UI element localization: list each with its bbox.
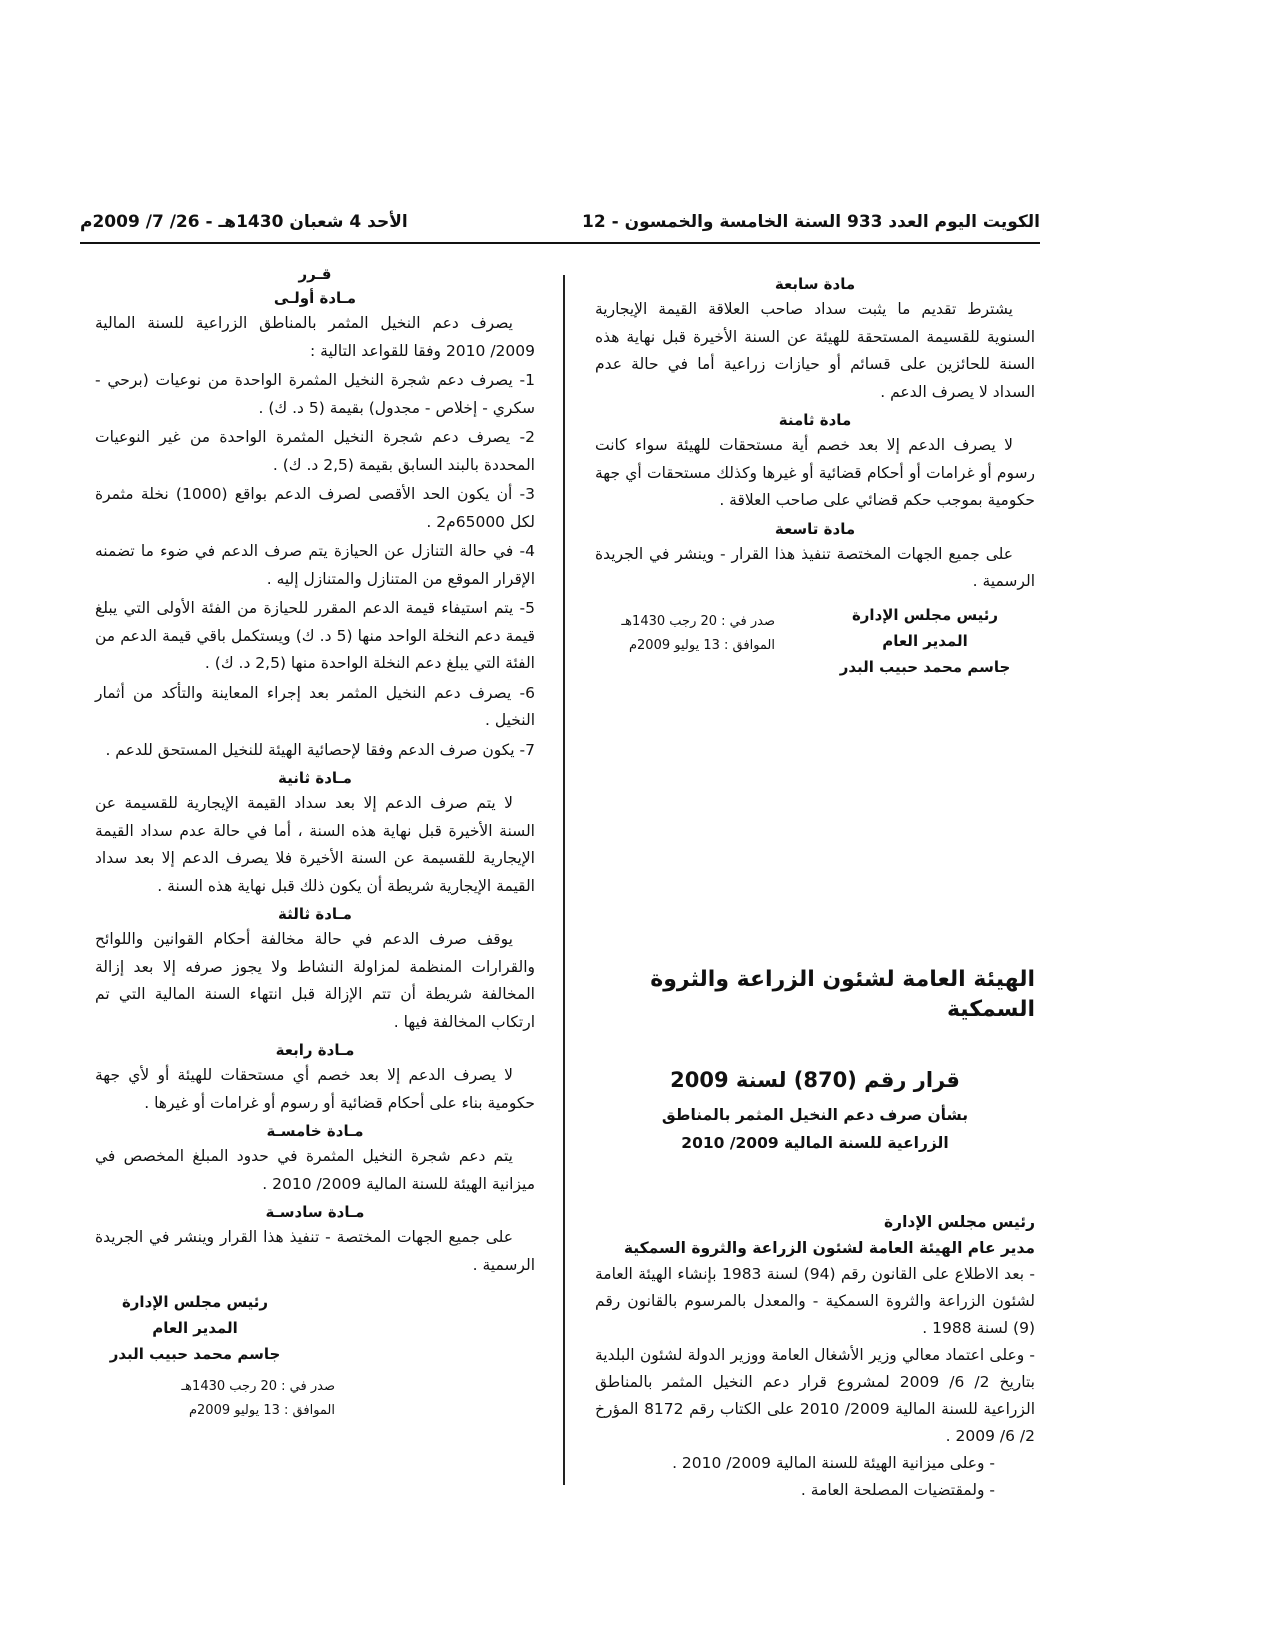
article-2-text: لا يتم صرف الدعم إلا بعد سداد القيمة الإيجارية للقسيمة عن السنة الأخيرة قبل نهاية هذه السنة ، أما في حالة عدم سداد القيمة الإيجارية للقسيمة عن السنة الأخيرة فلا يصرف الدعم إلا بعد سداد القيمة الإيجارية شريطة أن يكون ذلك قبل نهاية هذه السنة . — [95, 794, 535, 895]
article-1-item: 5- يتم استيفاء قيمة الدعم المقرر للحيازة من الفئة الأولى التي يبلغ قيمة دعم النخلة الواحد منها (5 د. ك) ويستكمل باقي قيمة الدعم من الفئة التي يبلغ دعم النخلة الواحدة منها (2,5 د. ك) . — [95, 599, 535, 672]
article-7-text: يشترط تقديم ما يثبت سداد صاحب العلاقة القيمة الإيجارية السنوية للقسيمة المستحقة للهيئة عن السنة الأخيرة قبل نهاية هذه السنة للحائزين على قسائم أو حيازات زراعية أما في حالة عدم السداد لا يصرف الدعم . — [595, 300, 1035, 401]
corresponding-date: الموافق : 13 يوليو 2009م — [628, 637, 775, 653]
signature-title: رئيس مجلس الإدارة — [851, 605, 999, 624]
article-4-heading: مـادة رابعة — [275, 1041, 355, 1059]
article-1-item: 4- في حالة التنازل عن الحيازة يتم صرف الدعم في ضوء ما تضمنه الإقرار الموقع من المتنازل والمتنازل إليه . — [95, 542, 535, 588]
header-publication-info: الكويت اليوم العدد 933 السنة الخامسة والخمسون - 12 — [582, 212, 1040, 232]
preamble-item: - وعلى ميزانية الهيئة للسنة المالية 2009/ 2010 . — [672, 1454, 995, 1472]
issue-dates — [95, 1375, 335, 1423]
corresponding-date: الموافق : 13 يوليو 2009م — [188, 1403, 335, 1418]
column-divider — [563, 275, 565, 1485]
article-3-heading: مـادة ثالثة — [278, 905, 352, 923]
article-6-text: على جميع الجهات المختصة - تنفيذ هذا القرار وينشر في الجريدة الرسمية . — [95, 1228, 535, 1274]
article-7-heading: مادة سابعة — [774, 275, 856, 293]
left-column — [95, 262, 535, 1423]
signature-name: جاسم محمد حبيب البدر — [109, 1345, 281, 1363]
header-date: الأحد 4 شعبان 1430هـ - 26/ 7/ 2009م — [80, 212, 408, 232]
article-6-heading: مـادة سادسـة — [265, 1203, 365, 1221]
signature-block — [815, 602, 1035, 680]
agency-title: الهيئة العامة لشئون الزراعة والثروة السمكية — [650, 967, 1035, 1022]
decree-block — [595, 965, 1035, 1504]
president-line-2: مدير عام الهيئة العامة لشئون الزراعة والثروة السمكية — [623, 1239, 1035, 1257]
signature-block — [95, 1289, 295, 1367]
decree-title: قرار رقم (870) لسنة 2009 — [670, 1068, 960, 1092]
article-1-intro: يصرف دعم النخيل المثمر بالمناطق الزراعية للسنة المالية 2009/ 2010 وفقا للقواعد التالية : — [95, 314, 535, 360]
article-5-heading: مـادة خامسـة — [266, 1122, 364, 1140]
decision-heading: قـرر — [298, 265, 332, 283]
article-9-text: على جميع الجهات المختصة تنفيذ هذا القرار - وينشر في الجريدة الرسمية . — [595, 544, 1035, 590]
article-1-item: 1- يصرف دعم شجرة النخيل المثمرة الواحدة من نوعيات (برحي - سكري - إخلاص - مجدول) بقيمة (5 د. ك) . — [95, 371, 535, 417]
decree-subtitle-2: الزراعية للسنة المالية 2009/ 2010 — [681, 1134, 949, 1152]
signature-name: جاسم محمد حبيب البدر — [839, 657, 1011, 676]
article-1-heading: مـادة أولـى — [273, 289, 357, 307]
article-5-text: يتم دعم شجرة النخيل المثمرة في حدود المبلغ المخصص في ميزانية الهيئة للسنة المالية 2009/ 2010 . — [95, 1147, 535, 1193]
article-1-item: 7- يكون صرف الدعم وفقا لإحصائية الهيئة للنخيل المستحق للدعم . — [105, 740, 535, 759]
issued-date: صدر في : 20 رجب 1430هـ — [621, 613, 775, 629]
signature-role: المدير العام — [152, 1319, 238, 1337]
article-1-item: 3- أن يكون الحد الأقصى لصرف الدعم بواقع (1000) نخلة مثمرة لكل 65000م2 . — [95, 485, 535, 531]
page-header — [80, 212, 1040, 244]
preamble-item: - ولمقتضيات المصلحة العامة . — [800, 1481, 995, 1499]
preamble-item: - وعلى اعتماد معالي وزير الأشغال العامة ووزير الدولة لشئون البلدية بتاريخ 2/ 6/ 2009 لمشروع قرار دعم النخيل المثمر بالمناطق الزراعية للسنة المالية 2009/ 2010 على الكتاب رقم 8172 المؤرخ 2/ 6/ 2009 . — [595, 1346, 1035, 1445]
decree-subtitle-1: بشأن صرف دعم النخيل المثمر بالمناطق — [661, 1106, 969, 1124]
article-1-item: 6- يصرف دعم النخيل المثمر بعد إجراء المعاينة والتأكد من أثمار النخيل . — [95, 683, 535, 729]
article-4-text: لا يصرف الدعم إلا بعد خصم أي مستحقات للهيئة أو لأي جهة حكومية بناء على أحكام قضائية أو رسوم أو غرامات أو غيرها . — [95, 1066, 535, 1112]
signature-title: رئيس مجلس الإدارة — [121, 1293, 269, 1311]
article-8-text: لا يصرف الدعم إلا بعد خصم أية مستحقات للهيئة سواء كانت رسوم أو غرامات أو أحكام قضائية أو غيرها وكذلك مستحقات أي جهة حكومية بموجب حكم قضائي على صاحب العلاقة . — [595, 436, 1035, 509]
article-9-heading: مادة تاسعة — [774, 519, 856, 538]
article-1-item: 2- يصرف دعم شجرة النخيل المثمرة الواحدة من غير النوعيات المحددة بالبند السابق بقيمة (2,5 د. ك) . — [95, 428, 535, 474]
right-column — [595, 272, 1035, 676]
article-8-heading: مادة ثامنة — [778, 411, 852, 429]
issued-date: صدر في : 20 رجب 1430هـ — [181, 1379, 335, 1394]
issue-dates — [595, 610, 775, 658]
article-2-heading: مـادة ثانية — [278, 769, 352, 787]
signature-role: المدير العام — [882, 631, 968, 650]
president-line-1: رئيس مجلس الإدارة — [884, 1213, 1035, 1231]
preamble-item: - بعد الاطلاع على القانون رقم (94) لسنة 1983 بإنشاء الهيئة العامة لشئون الزراعة والثروة السمكية - والمعدل بالمرسوم بالقانون رقم (9) لسنة 1988 . — [595, 1265, 1035, 1337]
article-3-text: يوقف صرف الدعم في حالة مخالفة أحكام القوانين واللوائح والقرارات المنظمة لمزاولة النشاط ولا يجوز صرفه إلا بعد إزالة المخالفة شريطة أن تتم الإزالة قبل انتهاء السنة المالية التي تم ارتكاب المخالفة فيها . — [95, 930, 535, 1031]
